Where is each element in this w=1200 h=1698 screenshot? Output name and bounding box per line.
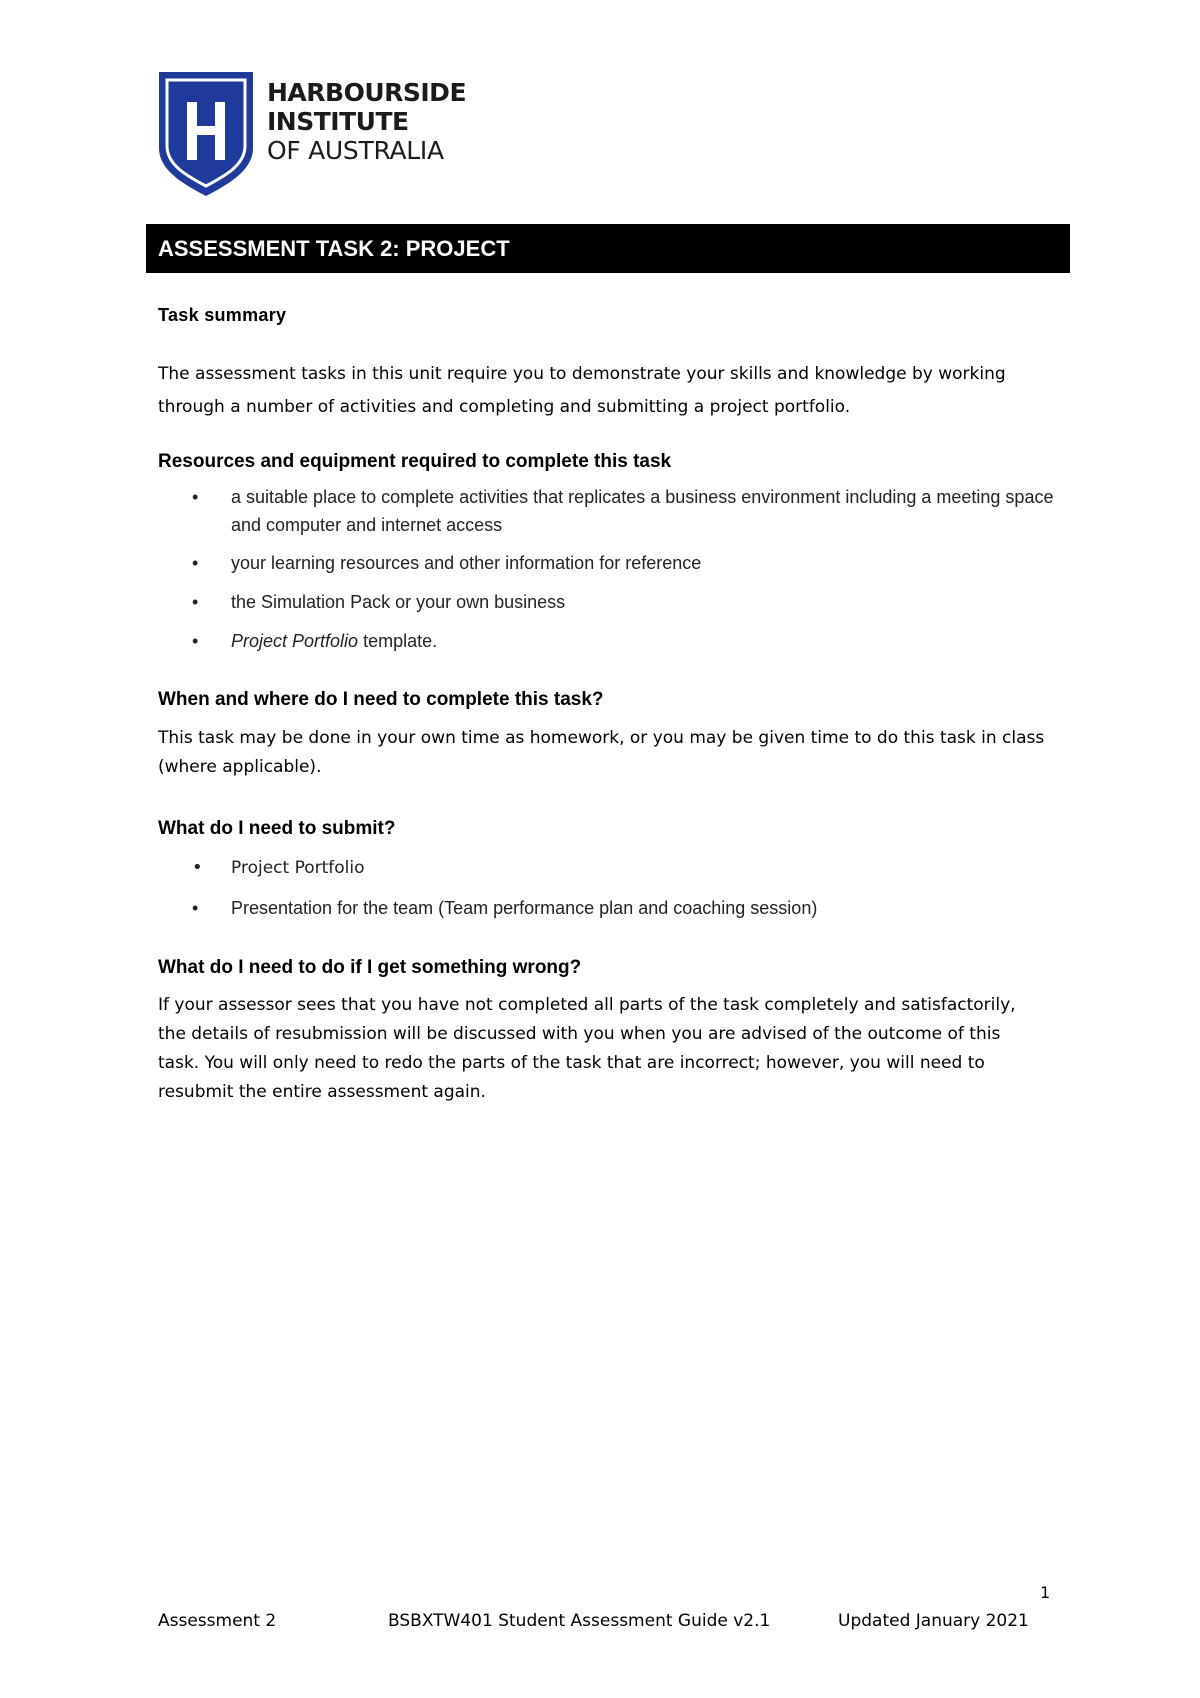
list-item <box>158 894 1058 922</box>
section-banner: ASSESSMENT TASK 2: PROJECT <box>146 224 1070 273</box>
list-item <box>158 854 1058 882</box>
footer-left: Assessment 2 <box>158 1611 277 1631</box>
list-item <box>158 549 1058 577</box>
resource-item-2: your learning resources and other information for reference <box>231 553 702 573</box>
bullet-icon: • <box>192 898 199 918</box>
bullet-icon: • <box>192 553 199 573</box>
wrong-body: If your assessor sees that you have not completed all parts of the task completely and satisfactorily, the details of resubmission will be discussed with you when you are advised of the outcome of this task. You will only need to redo the parts of the task that are incorrect; however, you will need to resubmit the entire assessment again. <box>158 995 1016 1102</box>
shield-icon <box>157 70 257 198</box>
resource-item-3: the Simulation Pack or your own business <box>231 592 566 612</box>
bullet-icon: • <box>192 631 199 651</box>
task-summary-body: The assessment tasks in this unit require you to demonstrate your skills and knowledge by working through a number of activities and completing and submitting a project portfolio. <box>158 364 1006 417</box>
task-summary-heading: Task summary <box>158 305 287 325</box>
bullet-icon: • <box>192 487 199 507</box>
submit-item-1: Project Portfolio <box>231 858 365 878</box>
resources-heading: Resources and equipment required to complete this task <box>158 451 672 472</box>
institute-logo <box>157 70 467 200</box>
resources-list <box>158 483 1058 655</box>
footer-center: BSBXTW401 Student Assessment Guide v2.1 <box>388 1611 771 1631</box>
bullet-icon: • <box>192 592 199 612</box>
list-item <box>158 588 1058 616</box>
list-item <box>158 483 1058 539</box>
when-where-heading: When and where do I need to complete this task? <box>158 689 604 710</box>
wrong-heading: What do I need to do if I get something wrong? <box>158 957 582 978</box>
submit-list <box>158 854 1058 922</box>
logo-line-1: HARBOURSIDE <box>267 78 467 107</box>
when-where-body: This task may be done in your own time as homework, or you may be given time to do this task in class (where applicable). <box>158 728 1045 777</box>
submit-heading: What do I need to submit? <box>158 818 396 839</box>
page-footer <box>158 1611 1058 1637</box>
resource-item-4-italic: Project Portfolio <box>231 631 359 651</box>
bullet-icon: • <box>192 857 203 878</box>
page-number: 1 <box>1040 1583 1051 1602</box>
resource-item-1: a suitable place to complete activities that replicates a business environment including a meeting space and computer and internet access <box>231 487 1054 535</box>
footer-right: Updated January 2021 <box>838 1611 1029 1631</box>
resource-item-4-rest: template. <box>358 631 438 651</box>
list-item <box>158 627 1058 655</box>
submit-item-2: Presentation for the team (Team performance plan and coaching session) <box>231 898 818 918</box>
logo-line-2: INSTITUTE <box>267 107 409 136</box>
logo-line-3: OF AUSTRALIA <box>267 136 444 165</box>
